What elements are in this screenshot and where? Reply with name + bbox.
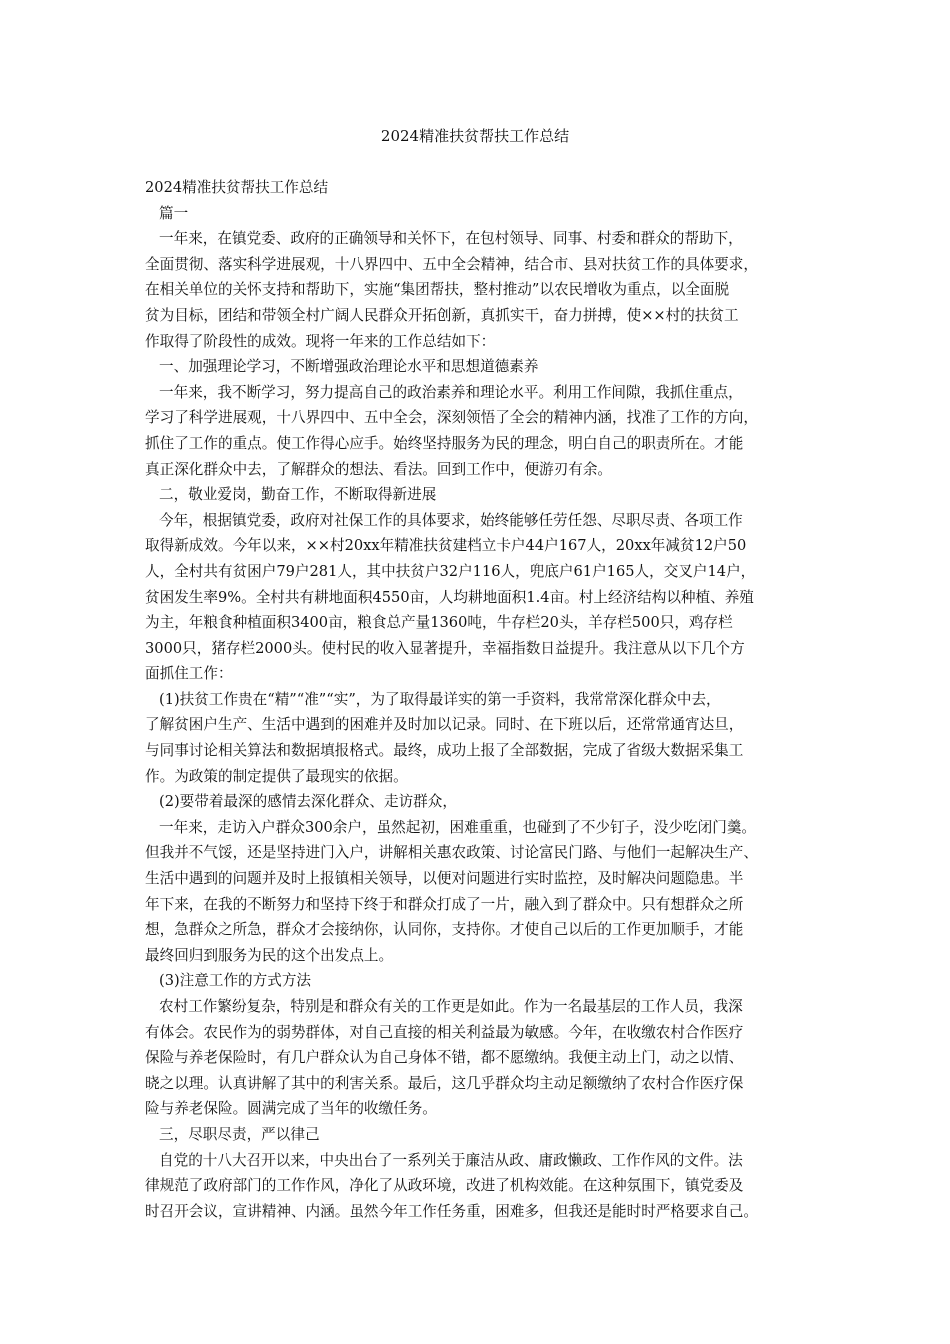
body-line: 一年来，我不断学习，努力提高自己的政治素养和理论水平。利用工作间隙，我抓住重点，: [159, 383, 743, 401]
body-line: 人，全村共有贫困户79户281人，其中扶贫户32户116人，兜底户61户165人，交叉户14户，: [145, 562, 756, 580]
body-line: 一、加强理论学习，不断增强政治理论水平和思想道德素养: [159, 358, 539, 376]
body-line: 最终回归到服务为民的这个出发点上。: [145, 946, 394, 964]
body-line: 时召开会议，宣讲精神、内涵。虽然今年工作任务重，困难多，但我还是能时时严格要求自己。: [145, 1202, 758, 1220]
body-line: 抓住了工作的重点。使工作得心应手。始终坚持服务为民的理念，明白自己的职责所在。才能: [145, 434, 744, 452]
body-line: 作取得了阶段性的成效。现将一年来的工作总结如下：: [145, 332, 496, 350]
body-line: 2024精准扶贫帮扶工作总结: [145, 179, 329, 196]
document-title: 2024精准扶贫帮扶工作总结: [380, 127, 570, 145]
body-line: 生活中遇到的问题并及时上报镇相关领导，以便对问题进行实时监控，及时解决问题隐患。半: [145, 870, 744, 888]
body-line: 三，尽职尽责，严以律己: [159, 1125, 320, 1143]
body-line: 真正深化群众中去，了解群众的想法、看法。回到工作中，便游刃有余。: [145, 460, 613, 478]
body-line: (1)扶贫工作贵在“精”“准”“实”，为了取得最详实的第一手资料，我常常深化群众中去，: [159, 690, 721, 708]
body-line: 但我并不气馁，还是坚持进门入户，讲解相关惠农政策、讨论富民门路、与他们一起解决生产、: [145, 844, 758, 862]
body-line: 险与养老保险。圆满完成了当年的收缴任务。: [145, 1100, 437, 1118]
body-line: 一年来，在镇党委、政府的正确领导和关怀下，在包村领导、同事、村委和群众的帮助下，: [159, 230, 743, 248]
body-line: 一年来，走访入户群众300余户，虽然起初，困难重重，也碰到了不少钉子，没少吃闭门羹。: [159, 818, 757, 836]
body-line: 与同事讨论相关算法和数据填报格式。最终，成功上报了全部数据，完成了省级大数据采集工: [145, 742, 744, 760]
body-line: 为主，年粮食种植面积3400亩，粮食总产量1360吨，牛存栏20头，羊存栏500只，鸡存栏: [145, 614, 733, 632]
body-line: 了解贫困户生产、生活中遇到的困难并及时加以记录。同时、在下班以后，还常常通宵达旦，: [145, 716, 744, 734]
body-line: (2)要带着最深的感情去深化群众、走访群众，: [159, 793, 457, 811]
body-line: 作。为政策的制定提供了最现实的依据。: [145, 767, 408, 785]
body-line: 面抓住工作：: [145, 665, 233, 683]
body-line: 在相关单位的关怀支持和帮助下，实施“集团帮扶，整村推动”以农民增收为重点，以全面脱: [145, 281, 730, 299]
body-line: 今年，根据镇党委，政府对社保工作的具体要求，始终能够任劳任怨、尽职尽责、各项工作: [159, 511, 743, 529]
body-line: 晓之以理。认真讲解了其中的利害关系。最后，这几乎群众均主动足额缴纳了农村合作医疗保: [145, 1074, 744, 1092]
body-line: 取得新成效。今年以来，××村20xx年精准扶贫建档立卡户44户167人，20xx年减贫12户50: [145, 537, 747, 555]
body-line: 有体会。农民作为的弱势群体，对自己直接的相关利益最为敏感。今年，在收缴农村合作医疗: [145, 1023, 744, 1041]
body-line: 贫困发生率9%。全村共有耕地面积4550亩，人均耕地面积1.4亩。村上经济结构以种植、养殖: [145, 588, 754, 606]
body-line: 自党的十八大召开以来，中央出台了一系列关于廉洁从政、庸政懒政、工作作风的文件。法: [159, 1151, 743, 1169]
body-line: 3000只，猪存栏2000头。使村民的收入显著提升，幸福指数日益提升。我注意从以下几个方: [145, 639, 745, 657]
body-line: 律规范了政府部门的工作作风，净化了从政环境，改进了机构效能。在这种氛围下，镇党委及: [145, 1177, 744, 1195]
body-line: 农村工作繁纷复杂，特别是和群众有关的工作更是如此。作为一名最基层的工作人员，我深: [159, 998, 743, 1015]
body-line: 年下来，在我的不断努力和坚持下终于和群众打成了一片，融入到了群众中。只有想群众之所: [145, 895, 744, 913]
document-body: [145, 175, 825, 1224]
body-line: (3)注意工作的方式方法: [159, 972, 312, 990]
body-line: 贫为目标，团结和带领全村广阔人民群众开拓创新，真抓实干，奋力拼搏，使××村的扶贫工: [145, 306, 739, 324]
body-line: 保险与养老保险时，有几户群众认为自己身体不错，都不愿缴纳。我便主动上门，动之以情、: [145, 1049, 744, 1067]
body-line: 想，急群众之所急，群众才会接纳你，认同你，支持你。才使自己以后的工作更加顺手，才能: [145, 921, 744, 939]
body-line: 篇一: [159, 204, 189, 222]
body-line: 二，敬业爱岗，勤奋工作，不断取得新进展: [159, 486, 437, 504]
body-line: 学习了科学进展观，十八界四中、五中全会，深刻领悟了全会的精神内涵，找准了工作的方向，: [145, 409, 758, 427]
body-line: 全面贯彻、落实科学进展观，十八界四中、五中全会精神，结合市、县对扶贫工作的具体要求，: [145, 255, 758, 273]
